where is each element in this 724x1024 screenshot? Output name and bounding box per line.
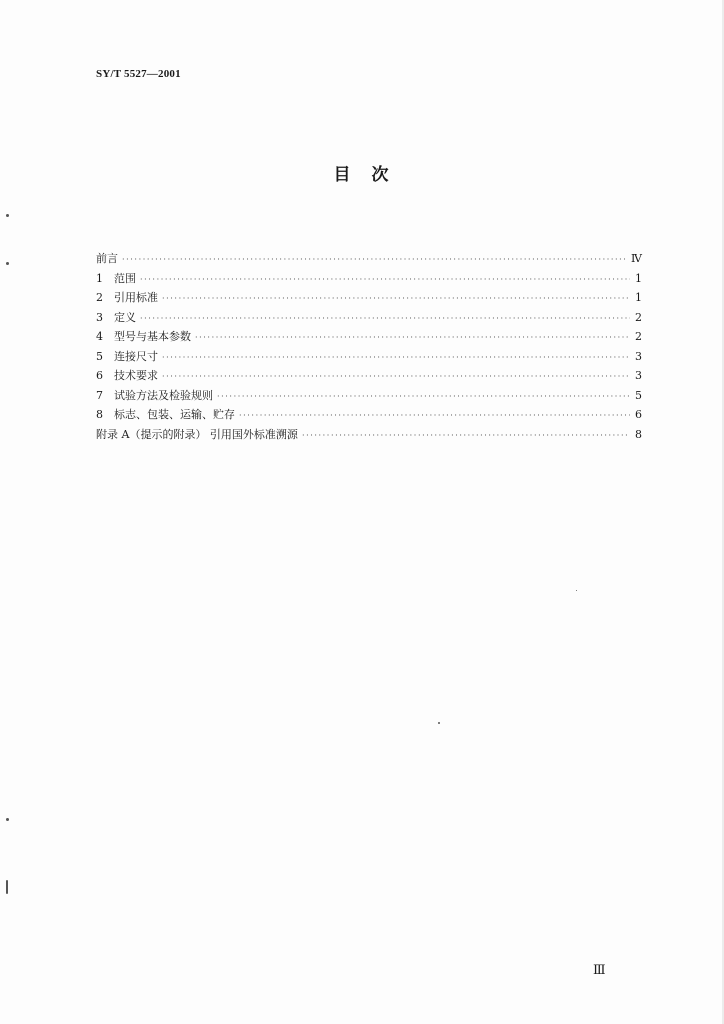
- toc-entry-7[interactable]: [96, 386, 642, 406]
- scan-speck: [6, 818, 9, 821]
- toc-entry-6[interactable]: [96, 366, 642, 386]
- scan-speck: [576, 590, 577, 591]
- toc-entry-number: 4: [96, 330, 103, 343]
- toc-entry-page: 3: [635, 369, 642, 382]
- toc-entry-label: 前言: [96, 252, 118, 265]
- toc-entry-4[interactable]: [96, 327, 642, 347]
- toc-leader-dots: [162, 348, 630, 368]
- toc-entry-page: Ⅳ: [631, 252, 642, 265]
- scan-speck: [6, 262, 9, 265]
- toc-leader-dots: [195, 328, 630, 348]
- scan-speck: [6, 880, 8, 894]
- toc-entry-1[interactable]: [96, 269, 642, 289]
- toc-entry-page: 5: [635, 388, 642, 402]
- toc-entry-page: 1: [635, 271, 642, 285]
- toc-entry-3[interactable]: [96, 308, 642, 328]
- toc-entry-2[interactable]: [96, 288, 642, 308]
- toc-entry-8[interactable]: [96, 405, 642, 425]
- toc-entry-number: 3: [96, 310, 103, 324]
- toc-entry-label: 定义: [114, 310, 136, 324]
- toc-entry-number: 2: [96, 291, 103, 304]
- toc-leader-dots: [239, 406, 630, 426]
- toc-leader-dots: [140, 309, 630, 329]
- table-of-contents: [96, 249, 642, 444]
- toc-leader-dots: [162, 289, 630, 309]
- toc-entry-number: 1: [96, 271, 103, 285]
- toc-entry-label: 标志、包装、运输、贮存: [114, 408, 235, 421]
- toc-entry-label: 试验方法及检验规则: [114, 388, 213, 402]
- toc-entry-5[interactable]: [96, 347, 642, 367]
- toc-leader-dots: [140, 270, 630, 290]
- page-number: Ⅲ: [593, 962, 606, 977]
- scan-speck: [438, 722, 440, 724]
- toc-entry-label: 附录 A（提示的附录） 引用国外标准溯源: [96, 427, 298, 441]
- toc-entry-appendix-a[interactable]: [96, 425, 642, 445]
- scan-speck: [6, 214, 9, 217]
- toc-entry-foreword[interactable]: [96, 249, 642, 269]
- toc-entry-label: 连接尺寸: [114, 349, 158, 363]
- toc-leader-dots: [217, 387, 630, 407]
- toc-leader-dots: [122, 250, 627, 270]
- toc-entry-number: 7: [96, 388, 103, 402]
- page-title: 目 次: [333, 165, 391, 185]
- toc-entry-label: 技术要求: [114, 369, 158, 382]
- toc-entry-page: 1: [635, 291, 642, 304]
- toc-entry-page: 8: [635, 427, 642, 441]
- toc-entry-label: 引用标准: [114, 291, 158, 304]
- toc-entry-label: 范围: [114, 271, 136, 285]
- toc-entry-number: 5: [96, 349, 103, 363]
- standard-code: SY/T 5527—2001: [96, 68, 181, 80]
- toc-entry-label: 型号与基本参数: [114, 330, 191, 343]
- toc-leader-dots: [302, 426, 630, 446]
- toc-leader-dots: [162, 367, 630, 387]
- toc-entry-page: 2: [635, 330, 642, 343]
- toc-entry-number: 8: [96, 408, 103, 421]
- toc-entry-page: 2: [635, 310, 642, 324]
- toc-entry-page: 6: [635, 408, 642, 421]
- toc-entry-page: 3: [635, 349, 642, 363]
- toc-entry-number: 6: [96, 369, 103, 382]
